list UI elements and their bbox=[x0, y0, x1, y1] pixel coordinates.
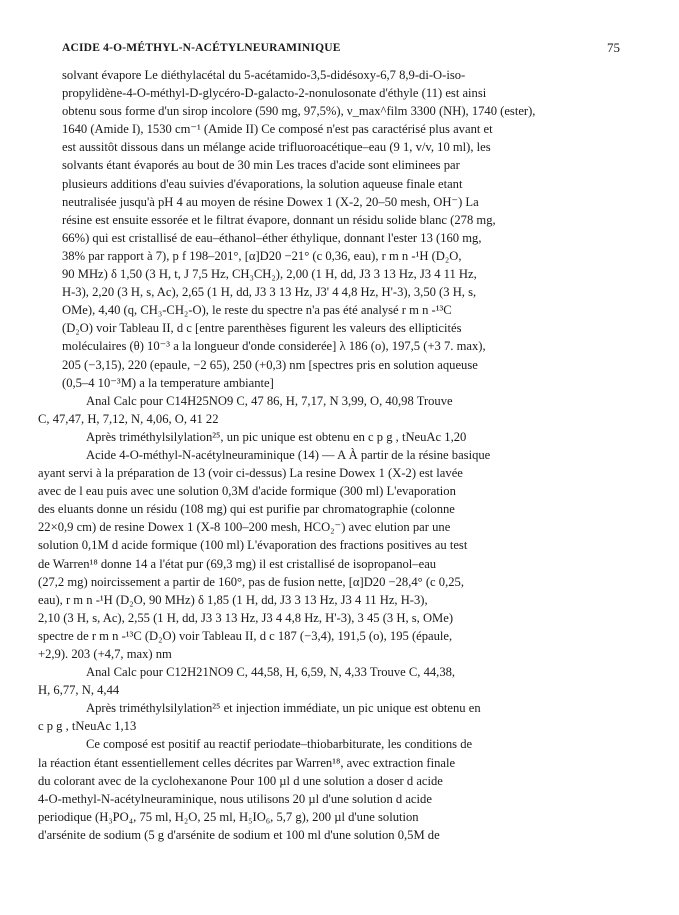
text-line: du colorant avec de la cyclohexanone Pour 100 µl d une solution a doser d acide bbox=[38, 773, 443, 788]
text-line: 38% par rapport à 7), p f 198–201°, [α]D20 −21° (c 0,36, eau), r m n -¹H (D₂O, bbox=[62, 248, 462, 263]
paragraph bbox=[38, 735, 620, 844]
text-line: (D₂O) voir Tableau II, d c [entre parenthèses figurent les valeurs des ellipticités bbox=[62, 321, 462, 336]
text-line: 4-O-methyl-N-acétylneuraminique, nous utilisons 20 µl d'une solution d acide bbox=[38, 791, 432, 806]
text-line: 205 (−3,15), 220 (epaule, −2 65), 250 (+0,3) nm [spectres pris en solution aqueuse bbox=[62, 357, 478, 372]
text-line: obtenu sous forme d'un sirop incolore (590 mg, 97,5%), ν_max^film 3300 (NH), 1740 (ester), bbox=[62, 104, 536, 119]
paragraph bbox=[38, 446, 620, 663]
text-line: +2,9). 203 (+4,7, max) nm bbox=[38, 647, 172, 661]
page-number: 75 bbox=[607, 40, 620, 55]
text-line: de Warren¹⁸ donne 14 a l'état pur (69,3 mg) il est cristallisé de isopropanol–eau bbox=[38, 556, 437, 571]
journal-page bbox=[38, 28, 620, 844]
text-line: C, 47,47, H, 7,12, N, 4,06, O, 41 22 bbox=[38, 411, 219, 426]
paragraph bbox=[38, 663, 620, 699]
text-line: H-3), 2,20 (3 H, s, Ac), 2,65 (1 H, dd, J3 3 13 Hz, J3' 4 4,8 Hz, H'-3), 3,50 (3 H, s, bbox=[62, 285, 477, 300]
text-line: solvants étant évaporés au bout de 30 min Les traces d'acide sont eliminees par bbox=[62, 158, 460, 173]
text-line: 90 MHz) δ 1,50 (3 H, t, J 7,5 Hz, CH₃CH₂), 2,00 (1 H, dd, J3 3 13 Hz, J3 4 11 Hz, bbox=[62, 267, 477, 282]
text-line: c p g , tNeuAc 1,13 bbox=[38, 719, 137, 734]
text-line: (27,2 mg) noircissement a partir de 160°, pas de fusion nette, [α]D20 −28,4° (c 0,25, bbox=[38, 574, 464, 589]
text-line: avec de l eau puis avec une solution 0,3M d'acide formique (300 ml) L'evaporation bbox=[38, 484, 456, 499]
text-line: 1640 (Amide I), 1530 cm⁻¹ (Amide II) Ce composé n'est pas caractérisé plus avant et bbox=[62, 122, 493, 137]
text-line: Après triméthylsilylation²⁵, un pic unique est obtenu en c p g , tNeuAc 1,20 bbox=[86, 429, 467, 444]
text-line: eau), r m n -¹H (D₂O, 90 MHz) δ 1,85 (1 H, dd, J3 3 13 Hz, J3 4 11 Hz, H-3), bbox=[38, 592, 428, 607]
paragraph bbox=[38, 699, 620, 735]
text-line: periodique (H₃PO₄, 75 ml, H₂O, 25 ml, H₅IO₆, 5,7 g), 200 µl d'une solution bbox=[38, 809, 419, 824]
text-line: neutralisée jusqu'à pH 4 au moyen de résine Dowex 1 (X-2, 20–50 mesh, OH⁻) La bbox=[62, 194, 479, 209]
text-line: 22×0,9 cm) de resine Dowex 1 (X-8 100–200 mesh, HCO₂⁻) avec elution par une bbox=[38, 520, 451, 535]
text-line: Après triméthylsilylation²⁵ et injection immédiate, un pic unique est obtenu en bbox=[86, 701, 481, 716]
text-line: Ce composé est positif au reactif periodate–thiobarbiturate, les conditions de bbox=[86, 737, 473, 752]
text-line: la réaction étant essentiellement celles décrites par Warren¹⁸, avec extraction finale bbox=[38, 755, 456, 770]
text-line: (0,5–4 10⁻³M) a la temperature ambiante] bbox=[62, 375, 274, 390]
text-line: est aussitôt dissous dans un mélange acide trifluoroacétique–eau (9 1, v/v, 10 ml), les bbox=[62, 140, 491, 155]
text-line: propylidène-4-O-méthyl-D-glycéro-D-galacto-2-nonulosonate d'éthyle (11) est ainsi bbox=[62, 86, 487, 101]
text-line: plusieurs additions d'eau suivies d'évaporations, la solution aqueuse finale etant bbox=[62, 176, 463, 191]
text-line: 2,10 (3 H, s, Ac), 2,55 (1 H, dd, J3 3 13 Hz, J3 4 4,8 Hz, H'-3), 3 45 (3 H, s, OMe) bbox=[38, 610, 454, 625]
text-line: des eluants donne un résidu (108 mg) qui est purifie par chromatographie (colonne bbox=[38, 502, 455, 517]
text-line: solution 0,1M d acide formique (100 ml) L'évaporation des fractions positives au test bbox=[38, 538, 468, 553]
text-line: Anal Calc pour C14H25NO9 C, 47 86, H, 7,17, N 3,99, O, 40,98 Trouve bbox=[86, 393, 453, 408]
text-line: d'arsénite de sodium (5 g d'arsénite de sodium et 100 ml d'une solution 0,5M de bbox=[38, 827, 440, 842]
text-line: spectre de r m n -¹³C (D₂O) voir Tableau II, d c 187 (−3,4), 191,5 (o), 195 (épaule, bbox=[38, 628, 453, 643]
running-title: ACIDE 4-O-MÉTHYL-N-ACÉTYLNEURAMINIQUE bbox=[62, 42, 341, 54]
paragraph bbox=[62, 428, 620, 446]
text-line: 66%) qui est cristallisé de eau–éthanol–éther éthylique, donnant l'ester 13 (160 mg, bbox=[62, 230, 482, 245]
paragraph bbox=[62, 66, 620, 392]
text-line: moléculaires (θ) 10⁻³ a la longueur d'onde considerée] λ 186 (o), 197,5 (+3 7. max), bbox=[62, 339, 486, 354]
paragraph bbox=[38, 392, 620, 428]
running-header bbox=[62, 28, 620, 54]
text-line: résine est ensuite essorée et le filtrat évapore, donnant un résidu solide blanc (278 mg, bbox=[62, 212, 496, 227]
text-line: OMe), 4,40 (q, CH₃-CH₂-O), le reste du spectre n'a pas été analysé r m n -¹³C bbox=[62, 303, 452, 318]
text-line: Anal Calc pour C12H21NO9 C, 44,58, H, 6,59, N, 4,33 Trouve C, 44,38, bbox=[86, 665, 456, 680]
text-line: H, 6,77, N, 4,44 bbox=[38, 683, 120, 698]
text-line: Acide 4-O-méthyl-N-acétylneuraminique (14) — A À partir de la résine basique bbox=[86, 447, 491, 462]
text-line: solvant évapore Le diéthylacétal du 5-acétamido-3,5-didésoxy-6,7 8,9-di-O-iso- bbox=[62, 68, 466, 82]
article-body bbox=[38, 66, 620, 844]
text-line: ayant servi à la préparation de 13 (voir ci-dessus) La resine Dowex 1 (X-2) est lavée bbox=[38, 466, 463, 481]
